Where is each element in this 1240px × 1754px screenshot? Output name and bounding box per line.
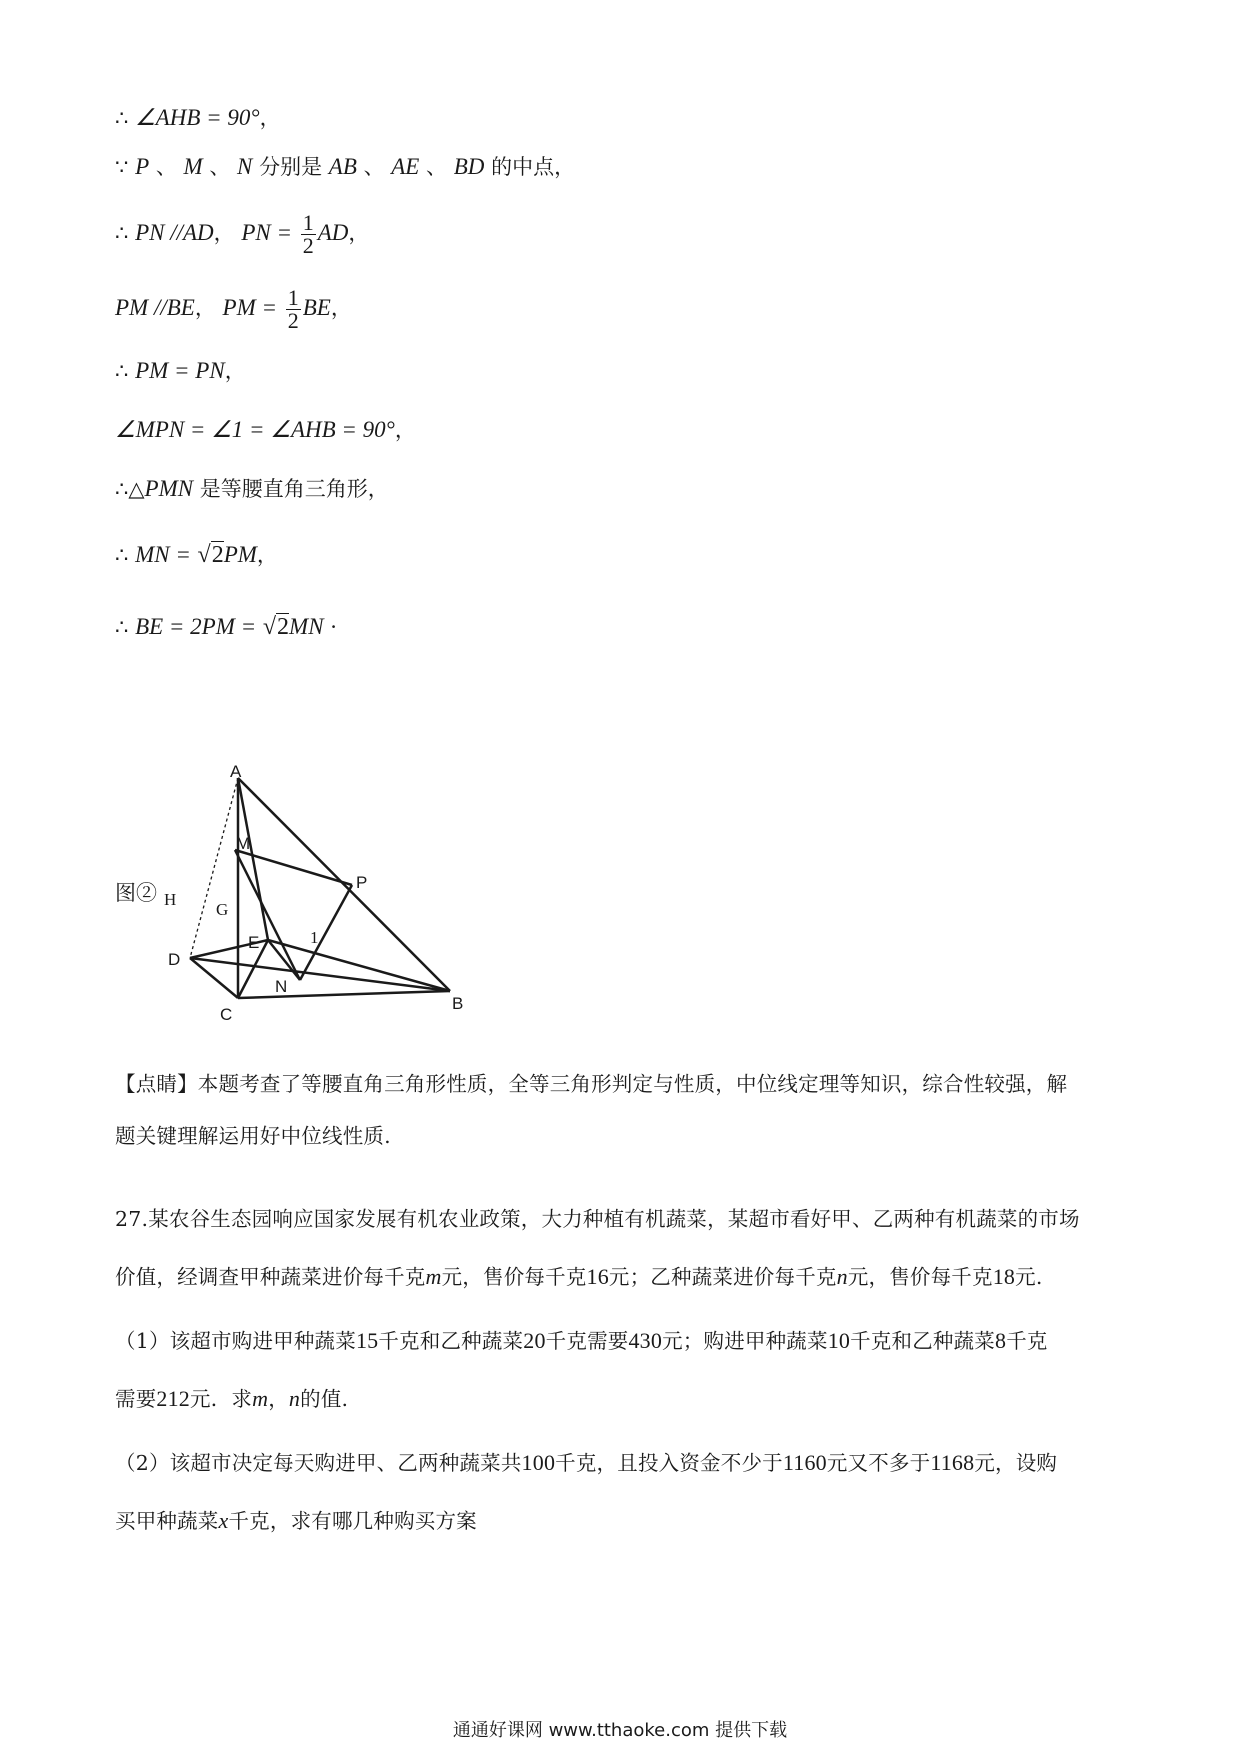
page-footer: 通通好课网 www.tthaoke.com 提供下载 <box>452 1720 788 1741</box>
text: （1）该超市购进甲种蔬菜 <box>115 1329 356 1353</box>
text: 元，售价每千克 <box>441 1265 587 1289</box>
math-expr: ∠MPN = ∠1 = ∠AHB = 90° <box>115 417 395 442</box>
text: 分别是 <box>259 155 323 179</box>
text: 千克，求有哪几种购买方案 <box>228 1509 477 1533</box>
text: 元又不多于 <box>826 1451 931 1475</box>
math-var: PM <box>223 542 257 567</box>
question-text-line: 27.某农谷生态园响应国家发展有机农业政策，大力种植有机蔬菜，某超市看好甲、乙两种有机蔬菜的市场 <box>115 1207 1080 1231</box>
figure-caption: 图② <box>115 881 157 905</box>
punct: ， <box>224 359 246 383</box>
math-expr: PM = PN <box>135 358 225 383</box>
separator: 、 <box>426 155 448 179</box>
radical-sign: √ <box>197 542 211 568</box>
number: 10 <box>827 1328 851 1353</box>
punct: ， <box>259 106 281 130</box>
math-var: M <box>183 154 203 179</box>
punct: ， <box>394 418 416 442</box>
therefore-symbol: ∴ <box>115 615 129 639</box>
math-var: P <box>135 154 150 179</box>
proof-line-8 <box>115 540 278 570</box>
punct: ， <box>348 221 370 245</box>
punct: ， <box>330 296 352 320</box>
separator: 、 <box>155 155 177 179</box>
text: 元，售价每千克 <box>847 1265 993 1289</box>
proof-line-1 <box>115 103 281 133</box>
text: 买甲种蔬菜 <box>115 1509 219 1533</box>
sqrt <box>198 541 224 568</box>
radical-sign: √ <box>262 614 277 640</box>
text: 元；购进甲种蔬菜 <box>662 1329 828 1353</box>
text: 千克和乙种蔬菜 <box>378 1329 524 1353</box>
number: 20 <box>523 1328 546 1353</box>
geometry-figure <box>160 765 480 1030</box>
segment-AB <box>238 778 450 991</box>
punct: ， <box>213 221 235 245</box>
fraction-numerator: 1 <box>287 285 299 310</box>
math-expr: ∠AHB = 90° <box>135 105 260 130</box>
proof-line-5 <box>115 356 246 386</box>
therefore-symbol: ∴ <box>115 543 129 567</box>
text: 千克需要 <box>545 1329 629 1353</box>
number: 8 <box>995 1328 1007 1353</box>
because-symbol: ∵ <box>115 155 129 179</box>
number: 430 <box>628 1328 663 1353</box>
math-var: BE <box>302 295 331 320</box>
number: 1160 <box>782 1450 827 1475</box>
figure-lines <box>190 778 450 998</box>
fraction <box>286 287 301 332</box>
math-var: x <box>218 1508 229 1533</box>
label-M: M <box>236 834 251 853</box>
label-D: D <box>168 950 181 969</box>
segment-DB <box>190 958 450 991</box>
math-expr: PN = <box>241 220 293 245</box>
number: 212 <box>156 1386 191 1411</box>
proof-line-2 <box>115 152 575 182</box>
separator: 、 <box>209 155 231 179</box>
text: 千克，且投入资金不少于 <box>555 1451 783 1475</box>
question-text-line <box>115 1248 1125 1306</box>
text: 千克 <box>1006 1329 1048 1353</box>
math-var: m <box>252 1386 269 1411</box>
punct: ， <box>194 296 216 320</box>
number: 15 <box>355 1328 379 1353</box>
text: 元．求 <box>190 1387 253 1411</box>
math-var: N <box>237 154 253 179</box>
proof-line-7 <box>115 474 389 504</box>
math-var: AD <box>317 220 349 245</box>
fraction <box>301 212 316 257</box>
figure-dashed-lines <box>190 778 238 958</box>
segment-PN <box>300 885 352 980</box>
math-var: n <box>288 1386 301 1411</box>
math-expr: BE = 2PM = <box>135 614 257 639</box>
label-H: H <box>164 890 177 909</box>
segment-MN <box>235 850 300 980</box>
text: 元；乙种蔬菜进价每千克 <box>608 1265 837 1289</box>
question-text-line <box>115 1312 1125 1370</box>
proof-line-3 <box>115 212 369 257</box>
therefore-symbol: ∴ <box>115 221 129 245</box>
comment-line-2: 题关键理解运用好中位线性质. <box>115 1124 391 1148</box>
sqrt <box>263 613 289 640</box>
label-E: E <box>248 933 260 952</box>
punct: ， <box>256 543 278 567</box>
number: 16 <box>586 1264 609 1289</box>
label-angle-1: 1 <box>310 928 319 947</box>
therefore-symbol: ∴ <box>115 106 129 130</box>
math-expr: PM = <box>222 295 278 320</box>
separator: 、 <box>363 155 385 179</box>
radicand: 2 <box>277 614 290 640</box>
label-B: B <box>452 994 464 1013</box>
question-27 <box>115 1190 1125 1550</box>
label-N: N <box>275 977 288 996</box>
text: 的中点， <box>491 155 576 179</box>
number: 1168 <box>930 1450 975 1475</box>
segment-AD-dashed <box>190 778 238 958</box>
text: 元，设购 <box>974 1451 1058 1475</box>
fraction-denominator: 2 <box>287 308 299 333</box>
text: 的值. <box>300 1387 349 1411</box>
question-text-line <box>115 1434 1125 1492</box>
text: 元. <box>1015 1265 1043 1289</box>
text: 是等腰直角三角形， <box>199 477 389 501</box>
text: 需要 <box>115 1387 157 1411</box>
text: 千克和乙种蔬菜 <box>850 1329 996 1353</box>
therefore-triangle-symbol: ∴△ <box>115 477 145 501</box>
segment-MP <box>235 850 352 885</box>
math-var: m <box>425 1264 442 1289</box>
math-var: AB <box>328 154 357 179</box>
question-text-line <box>115 1370 1125 1428</box>
text: （2）该超市决定每天购进甲、乙两种蔬菜共 <box>115 1451 522 1475</box>
proof-line-9 <box>115 612 337 642</box>
label-G: G <box>216 900 229 919</box>
math-expr: MN = <box>135 542 191 567</box>
fraction-numerator: 1 <box>302 210 314 235</box>
math-expr: PM //BE <box>115 295 195 320</box>
label-A: A <box>230 765 242 781</box>
math-expr: PMN <box>144 476 194 501</box>
segment-EB <box>268 940 450 991</box>
radicand: 2 <box>211 542 224 568</box>
proof-line-6 <box>115 415 416 445</box>
label-P: P <box>356 873 368 892</box>
comment-line-1: 【点睛】本题考查了等腰直角三角形性质，全等三角形判定与性质，中位线定理等知识，综合性较强，解 <box>115 1072 1068 1096</box>
question-text-line <box>115 1492 1125 1550</box>
fraction-denominator: 2 <box>302 233 314 258</box>
number: 100 <box>521 1450 556 1475</box>
punct: · <box>330 615 337 639</box>
label-C: C <box>220 1005 233 1024</box>
text: 价值，经调查甲种蔬菜进价每千克 <box>115 1265 426 1289</box>
comment-paragraph <box>115 1058 1125 1162</box>
text: ， <box>268 1387 289 1411</box>
proof-line-4 <box>115 287 352 332</box>
segment-CB <box>238 991 450 998</box>
math-expr: PN //AD <box>135 220 214 245</box>
number: 18 <box>992 1264 1016 1289</box>
math-var: MN <box>289 614 324 639</box>
therefore-symbol: ∴ <box>115 359 129 383</box>
math-var: BD <box>453 154 485 179</box>
math-var: n <box>836 1264 848 1289</box>
math-var: AE <box>391 154 420 179</box>
